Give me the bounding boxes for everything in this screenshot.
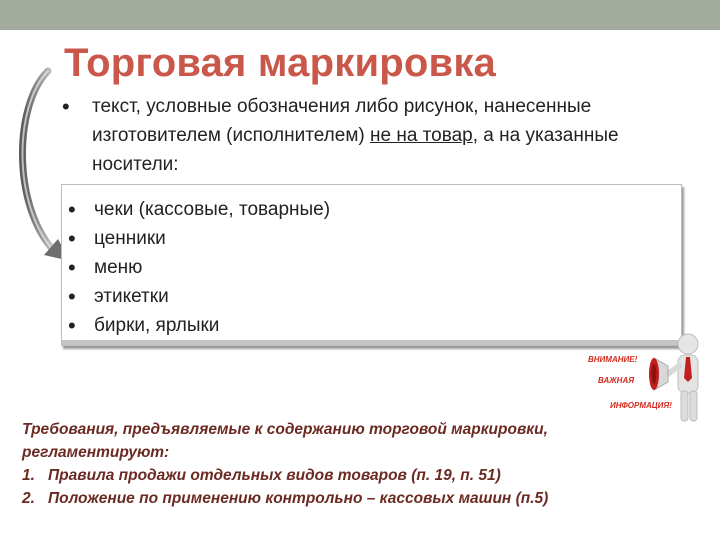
- slide-title: Торговая маркировка: [64, 41, 496, 85]
- list-item: [22, 464, 712, 487]
- list-item-text: Положение по применению контрольно – кассовых машин (п.5): [48, 490, 549, 507]
- bullet-marker: •: [62, 94, 70, 119]
- list-item-label: меню: [94, 257, 143, 278]
- requirements-intro: Требования, предъявляемые к содержанию торговой маркировки, регламентируют:: [22, 421, 548, 461]
- carriers-list: [62, 195, 681, 340]
- list-item-label: ценники: [94, 228, 166, 249]
- top-band: [0, 0, 720, 30]
- list-item-label: бирки, ярлыки: [94, 315, 220, 336]
- list-item: [22, 487, 712, 510]
- bullet-marker: •: [68, 255, 76, 280]
- megaphone-figure-icon: [580, 330, 720, 430]
- definition-text-end: , а на указанные носители:: [92, 125, 619, 175]
- list-item-number: 1.: [22, 467, 35, 484]
- list-item-label: чеки (кассовые, товарные): [94, 199, 331, 220]
- requirements-list: [22, 464, 712, 510]
- bullet-marker: •: [68, 226, 76, 251]
- carriers-box: [61, 184, 682, 346]
- list-item-text: Правила продажи отдельных видов товаров (п. 19, п. 51): [48, 467, 501, 484]
- list-item-number: 2.: [22, 490, 35, 507]
- warning-line-2: ВАЖНАЯ: [598, 376, 635, 385]
- definition-underlined: не на товар: [370, 125, 473, 146]
- list-item: [62, 195, 681, 224]
- warning-line-3: ИНФОРМАЦИЯ!: [610, 401, 672, 410]
- bullet-marker: •: [68, 284, 76, 309]
- list-item: [62, 253, 681, 282]
- bullet-marker: •: [68, 197, 76, 222]
- list-item-label: этикетки: [94, 286, 169, 307]
- list-item: [62, 224, 681, 253]
- definition-bullet: [62, 92, 682, 179]
- definition-text: [62, 92, 682, 179]
- list-item: [62, 282, 681, 311]
- warning-line-1: ВНИМАНИЕ!: [588, 355, 638, 364]
- bullet-marker: •: [68, 313, 76, 338]
- requirements-block: [22, 418, 712, 510]
- definition-text-start: текст, условные обозначения либо рисунок, нанесенные изготовителем (исполнителем): [92, 96, 592, 146]
